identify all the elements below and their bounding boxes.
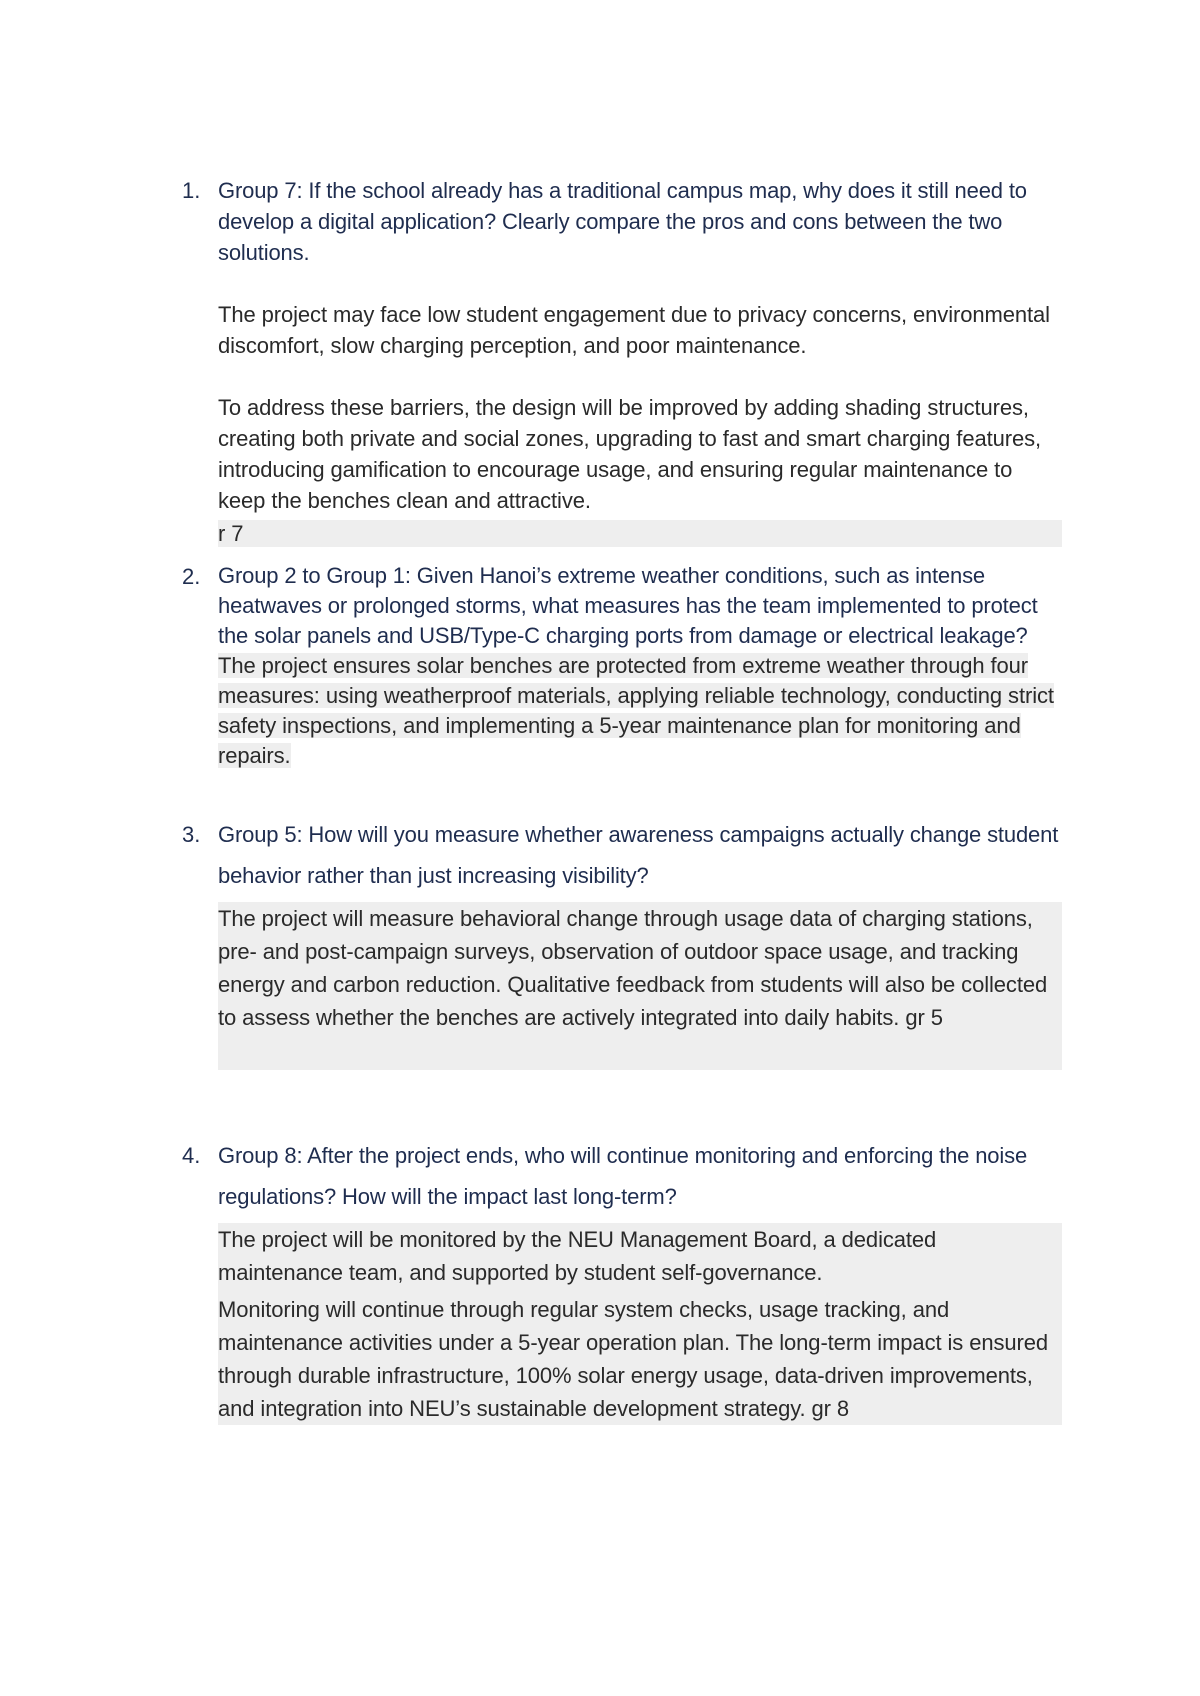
group-tag: r 7 [218, 520, 1062, 547]
question-text: Group 8: After the project ends, who will continue monitoring and enforcing the noise regulations? How will the impact last long-term? [218, 1143, 1028, 1209]
answer-text: Monitoring will continue through regular system checks, usage tracking, and maintenance activities under a 5-year operation plan. The long-term impact is ensured through durable infrastructure, 100% solar energy usage, data-driven improvements, and integration into NEU’s sustainable development strategy. gr 8 [218, 1297, 1048, 1421]
answer-paragraph: To address these barriers, the design will be improved by adding shading structures, creating both private and social zones, upgrading to fast and smart charging features, introducing gamification to encourage usage, and ensuring regular maintenance to keep the benches clean and attractive. [218, 395, 1042, 513]
item-number: 4. [182, 1143, 201, 1168]
answer-text: The project will measure behavioral change through usage data of charging stations, pre- and post-campaign surveys, observation of outdoor space usage, and tracking energy and carbon reduction. Qualitative feedback from students will also be collected to assess whether the benches are actively integrated into daily habits. gr 5 [218, 906, 1048, 1030]
answer-text: The project ensures solar benches are protected from extreme weather through four measures: using weatherproof materials, applying reliable technology, conducting strict safety inspections, and implementing a 5-year maintenance plan for monitoring and repairs. [218, 653, 1054, 768]
item-number: 1. [182, 178, 201, 203]
answer-block [218, 902, 1062, 1070]
list-item-4 [182, 1135, 1062, 1425]
list-item-1 [182, 175, 1062, 547]
item-number: 2. [182, 564, 201, 589]
answer-text: The project will be monitored by the NEU Management Board, a dedicated maintenance team, and supported by student self-governance. [218, 1227, 937, 1285]
list-item-2 [182, 561, 1062, 771]
answer-block [218, 1223, 1062, 1425]
item-number: 3. [182, 822, 201, 847]
question-text: Group 5: How will you measure whether awareness campaigns actually change student behavior rather than just increasing visibility? [218, 822, 1059, 888]
question-text: Group 7: If the school already has a traditional campus map, why does it still need to develop a digital application? Clearly compare the pros and cons between the two solutions. [218, 178, 1027, 265]
question-text: Group 2 to Group 1: Given Hanoi’s extreme weather conditions, such as intense heatwaves or prolonged storms, what measures has the team implemented to protect the solar panels and USB/Type-C charging ports from damage or electrical leakage? [218, 563, 1038, 648]
answer-paragraph: The project may face low student engagement due to privacy concerns, environmental discomfort, slow charging perception, and poor maintenance. [218, 302, 1050, 358]
list-item-3 [182, 814, 1062, 1070]
